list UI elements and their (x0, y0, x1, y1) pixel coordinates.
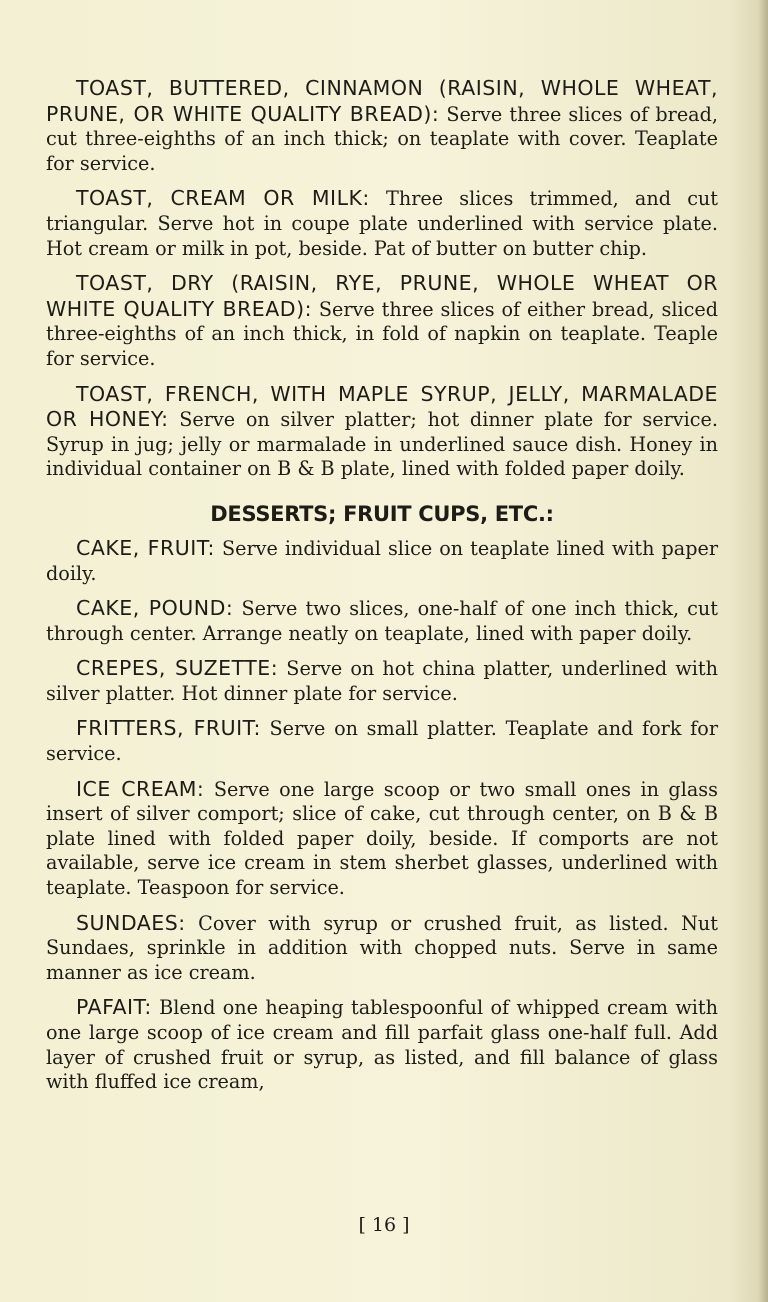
entry-text: Serve on hot china platter, underlined with silver platter. Hot dinner plate for service. (46, 657, 718, 705)
page-number: [ 16 ] (358, 1214, 410, 1236)
entry-heading: TOAST, DRY (RAISIN, RYE, PRUNE, WHOLE WHEAT OR WHITE QUALITY BREAD): (46, 271, 718, 321)
entry-heading: CAKE, POUND: (76, 596, 234, 621)
entry-ice-cream (46, 777, 718, 901)
entry-toast-cream (46, 186, 718, 261)
entry-text: Blend one heaping tablespoonful of whipped cream with one large scoop of ice cream and fill parfait glass one-half full. Add layer of crushed fruit or syrup, as listed, and fill balance of glass with fluffed ice cream, (46, 996, 718, 1094)
entry-fritters-fruit (46, 716, 718, 766)
entry-text: Cover with syrup or crushed fruit, as listed. Nut Sundaes, sprinkle in addition with chopped nuts. Serve in same manner as ice cream. (46, 911, 718, 984)
section-title: DESSERTS; FRUIT CUPS, ETC.: (210, 501, 554, 526)
entry-heading: TOAST, CREAM OR MILK: (76, 186, 370, 211)
entry-text: Serve on small platter. Teaplate and fork for service. (46, 717, 718, 766)
entry-heading: FRITTERS, FRUIT: (76, 716, 261, 741)
entry-crepes-suzette (46, 656, 718, 706)
entry-heading: CAKE, FRUIT: (76, 535, 215, 560)
entry-sundaes (46, 911, 718, 986)
entry-pafait (46, 995, 718, 1094)
entry-heading: TOAST, FRENCH, WITH MAPLE SYRUP, JELLY, MARMALADE OR HONEY: (46, 381, 718, 432)
entry-heading: TOAST, BUTTERED, CINNAMON (RAISIN, WHOLE WHEAT, PRUNE, OR WHITE QUALITY BREAD): (46, 76, 718, 126)
entry-toast-dry (46, 271, 718, 371)
entry-text: Serve two slices, one-half of one inch thick, cut through center. Arrange neatly on teaplate, lined with paper doily. (46, 597, 718, 645)
entry-cake-pound (46, 596, 718, 646)
entry-heading: PAFAIT: (76, 995, 152, 1020)
entry-toast-buttered (46, 76, 718, 176)
entry-text: Three slices trimmed, and cut triangular. Serve hot in coupe plate underlined with service plate. Hot cream or milk in pot, beside. Pat of butter on butter chip. (46, 187, 719, 260)
entry-text: Serve individual slice on teaplate lined with paper doily. (46, 536, 718, 585)
entry-text: Serve one large scoop or two small ones in glass insert of silver comport; slice of cake, cut through center, on B & B plate lined with folded paper doily, beside. If comports are not available, serve ice cream in stem sherbet glasses, underlined with teaplate. Teaspoon for service. (46, 777, 718, 900)
entry-text: Serve three slices of bread, cut three-eighths of an inch thick; on teaplate with cover. Teaplate for service. (46, 102, 718, 175)
page-content (46, 76, 718, 1105)
entry-heading: ICE CREAM: (76, 776, 205, 801)
entry-heading: CREPES, SUZETTE: (76, 656, 279, 681)
entry-heading: SUNDAES: (76, 910, 186, 935)
entry-text: Serve three slices of either bread, sliced three-eighths of an inch thick, in fold of napkin on teaplate. Teaple for service. (46, 297, 718, 370)
entry-toast-french (46, 382, 718, 482)
entry-cake-fruit (46, 536, 718, 586)
entry-text: Serve on silver platter; hot dinner plate for service. Syrup in jug; jelly or marmalade in underlined sauce dish. Honey in individual container on B & B plate, lined with folded paper doily. (46, 408, 718, 481)
